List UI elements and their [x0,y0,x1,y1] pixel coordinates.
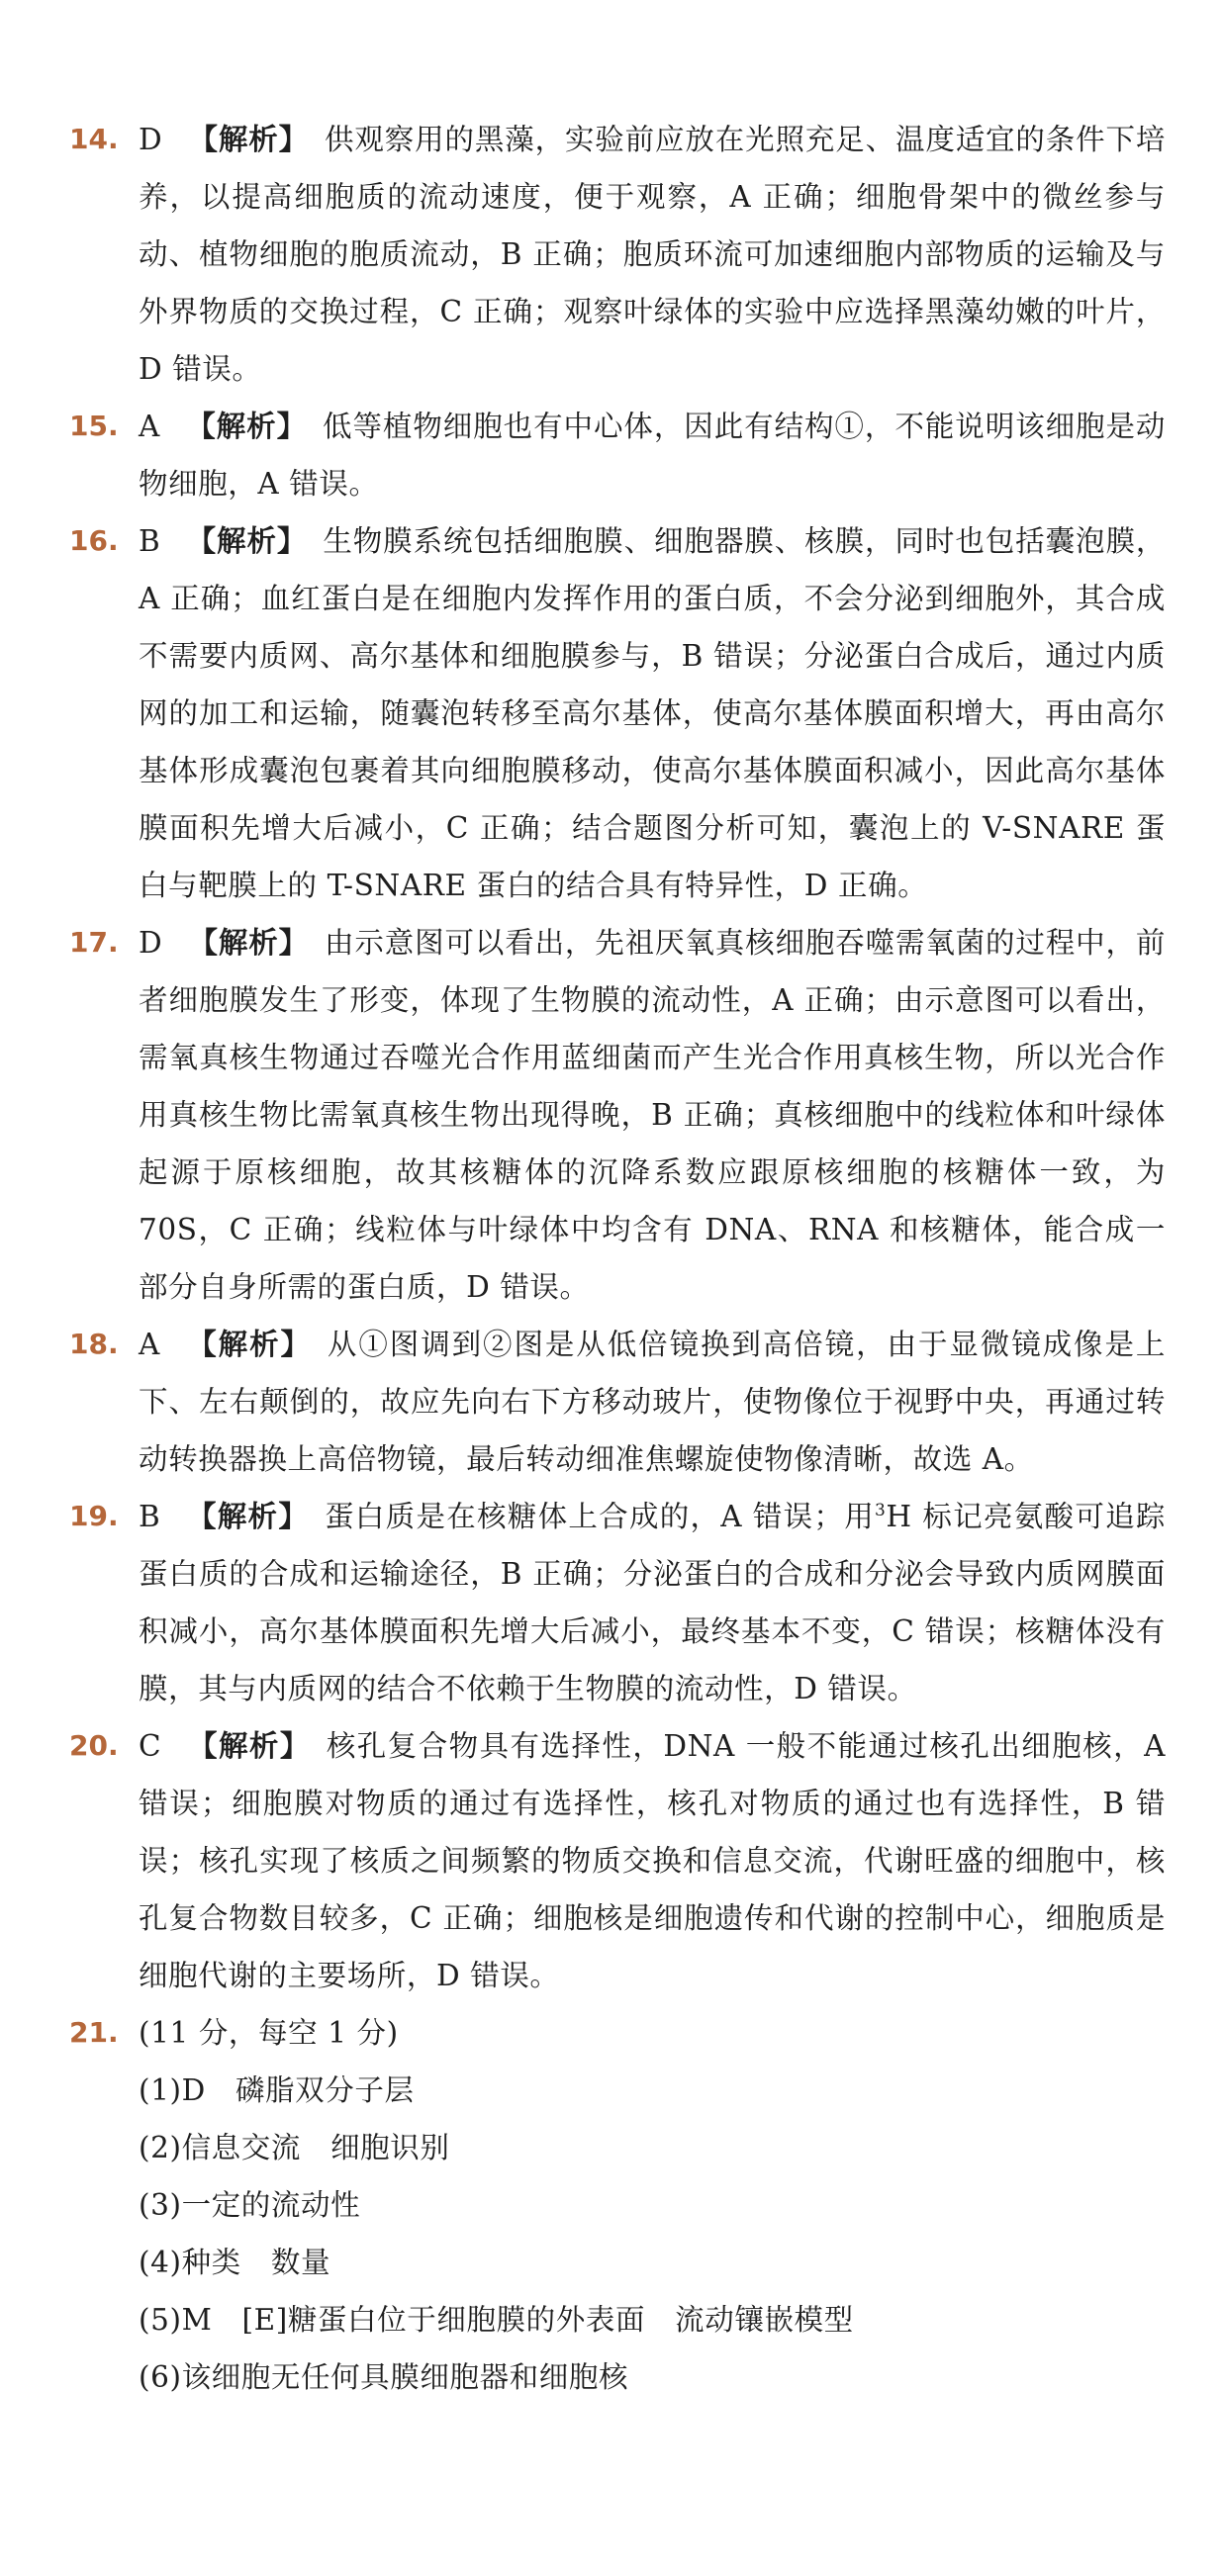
analysis-text: 由示意图可以看出，先祖厌氧真核细胞吞噬需氧菌的过程中，前者细胞膜发生了形变，体现了生物膜的流动性，A 正确；由示意图可以看出，需氧真核生物通过吞噬光合作用蓝细菌而产生光合作用真核生物，所以光合作用真核生物比需氧真核生物出现得晚，B 正确；真核细胞中的线粒体和叶绿体起源于原核细胞，故其核糖体的沉降系数应跟原核细胞的核糖体一致，为 70S，C 正确；线粒体与叶绿体中均含有 DNA、RNA 和核糖体，能合成一部分自身所需的蛋白质，D 错误。 [139,926,1166,1304]
answer-choice: C [139,1729,162,1763]
question-number: 16. [69,524,119,557]
question-number: 21. [69,2016,119,2049]
sub-answer-list [69,2062,1166,2406]
isotope-superscript: 3 [875,1501,887,1521]
answer-choice: A [139,1328,160,1361]
analysis-text-end: H 标记亮氨酸可追踪蛋白质的合成和运输途径，B 正确；分泌蛋白的合成和分泌会导致内质网膜面积减小，高尔基体膜面积先增大后减小，最终基本不变，C 错误；核糖体没有膜，其与内质网的结合不依赖于生物膜的流动性，D 错误。 [139,1500,1166,1705]
answer-item-14 [69,111,1166,398]
answer-content [139,1717,1166,2004]
answer-content [139,1488,1166,1717]
question-number: 20. [69,1729,119,1762]
answer-choice: B [139,524,161,558]
answer-choice: D [139,123,163,156]
answer-content [139,111,1166,398]
sub-answer-3: (3)一定的流动性 [139,2188,361,2222]
analysis-tag: 【解析】 [188,925,309,960]
question-number: 17. [69,926,119,959]
answer-item-15 [69,398,1166,512]
question-number: 15. [69,410,119,442]
answer-item-21 [69,2004,1166,2062]
answer-item-19 [69,1488,1166,1717]
question-number: 18. [69,1328,119,1360]
analysis-tag: 【解析】 [188,122,309,156]
answer-content [139,914,1166,1316]
sub-answer-2: (2)信息交流 细胞识别 [139,2131,450,2164]
score-note: (11 分，每空 1 分) [139,2016,399,2050]
answer-item-17 [69,914,1166,1316]
analysis-tag: 【解析】 [185,1327,312,1361]
answer-content [139,512,1166,914]
analysis-tag: 【解析】 [186,523,308,558]
answer-content [139,398,1166,512]
answer-item-20 [69,1717,1166,2004]
answer-item-18 [69,1316,1166,1488]
answer-choice: B [139,1500,161,1533]
analysis-tag: 【解析】 [185,409,308,443]
sub-answer-4: (4)种类 数量 [139,2246,331,2279]
answer-item-16 [69,512,1166,914]
analysis-text: 低等植物细胞也有中心体，因此有结构①，不能说明该细胞是动物细胞，A 错误。 [139,410,1166,501]
analysis-text: 供观察用的黑藻，实验前应放在光照充足、温度适宜的条件下培养，以提高细胞质的流动速度，便于观察，A 正确；细胞骨架中的微丝参与动、植物细胞的胞质流动，B 正确；胞质环流可加速细胞内部物质的运输及与外界物质的交换过程，C 正确；观察叶绿体的实验中应选择黑藻幼嫩的叶片，D 错误。 [139,123,1166,386]
answer-choice: D [139,926,163,960]
sub-answer-6: (6)该细胞无任何具膜细胞器和细胞核 [139,2360,629,2394]
analysis-tag: 【解析】 [187,1728,311,1763]
analysis-tag: 【解析】 [186,1499,310,1533]
answer-content [139,1316,1166,1488]
sub-answer-1: (1)D 磷脂双分子层 [139,2073,415,2107]
answer-choice: A [139,410,160,443]
sub-answer-5: (5)M [E]糖蛋白位于细胞膜的外表面 流动镶嵌模型 [139,2303,854,2337]
analysis-text: 生物膜系统包括细胞膜、细胞器膜、核膜，同时也包括囊泡膜，A 正确；血红蛋白是在细胞内发挥作用的蛋白质，不会分泌到细胞外，其合成不需要内质网、高尔基体和细胞膜参与，B 错误；分泌蛋白合成后，通过内质网的加工和运输，随囊泡转移至高尔基体，使高尔基体膜面积增大，再由高尔基体形成囊泡包裹着其向细胞膜移动，使高尔基体膜面积减小，因此高尔基体膜面积先增大后减小，C 正确；结合题图分析可知，囊泡上的 V-SNARE 蛋白与靶膜上的 T-SNARE 蛋白的结合具有特异性，D 正确。 [139,524,1166,902]
analysis-text: 从①图调到②图是从低倍镜换到高倍镜，由于显微镜成像是上下、左右颠倒的，故应先向右下方移动玻片，使物像位于视野中央，再通过转动转换器换上高倍物镜，最后转动细准焦螺旋使物像清晰，故选 A。 [139,1328,1166,1476]
analysis-text: 核孔复合物具有选择性，DNA 一般不能通过核孔出细胞核，A 错误；细胞膜对物质的通过有选择性，核孔对物质的通过也有选择性，B 错误；核孔实现了核质之间频繁的物质交换和信息交流，代谢旺盛的细胞中，核孔复合物数目较多，C 正确；细胞核是细胞遗传和代谢的控制中心，细胞质是细胞代谢的主要场所，D 错误。 [139,1729,1166,1992]
question-number: 14. [69,123,119,155]
analysis-text-start: 蛋白质是在核糖体上合成的，A 错误；用 [325,1500,875,1533]
question-number: 19. [69,1500,119,1532]
